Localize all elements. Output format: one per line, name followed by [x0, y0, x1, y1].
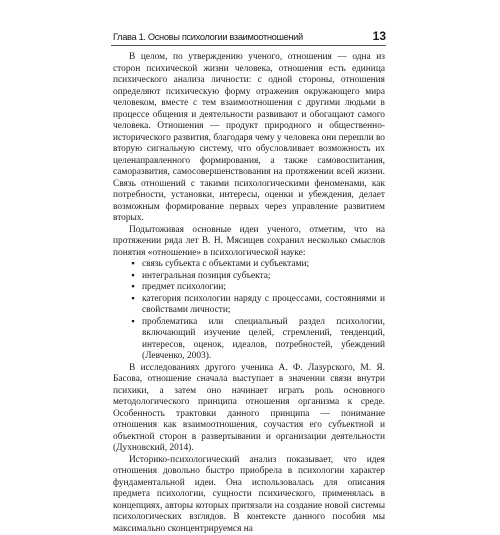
list-item	[113, 271, 385, 283]
list-item	[113, 282, 385, 294]
list-item-text: проблематика или специальный раздел психологии, включающий изучение целей, стремлений, тенденций, интересов, оценок, идеалов, потребностей, убеждений (Левченко, 2003).	[142, 317, 385, 362]
bullet-icon: ▪	[129, 259, 137, 271]
list-item-text: связь субъекта с объектами и субъектами;	[142, 259, 309, 269]
paragraph-2: Подытоживая основные идеи ученого, отметим, что на протяжении ряда лет В. Н. Мясищев сохранил несколько смыслов понятия «отношение» в психологической науке:	[113, 225, 385, 260]
list-item-text: предмет психологии;	[142, 282, 226, 292]
list-item	[113, 259, 385, 271]
header-rule	[111, 45, 386, 46]
bullet-icon: ▪	[129, 282, 137, 294]
running-header	[111, 31, 386, 44]
list-item	[113, 294, 385, 317]
bullet-icon: ▪	[129, 317, 137, 329]
bullet-list	[113, 259, 385, 363]
list-item	[113, 317, 385, 363]
paragraph-3: В исследованиях другого ученика А. Ф. Лазурского, М. Я. Басова, отношение сначала выступает в значении связи внутри психики, а затем оно начинает играть роль основного методологического принципа отношения организма к среде. Особенность трактовки данного принципа — понимание отношения как взаимоотношения, соучастия его субъектной и объектной сторон в развертывании и организации деятельности (Духновский, 2014).	[113, 363, 385, 455]
chapter-title: Глава 1. Основы психологии взаимоотношений	[113, 32, 303, 42]
paragraph-1: В целом, по утверждению ученого, отношения — одна из сторон психической жизни человека, отношения есть единица психического анализа личности: с одной стороны, отношения определяют психическую форму отражения окружающего мира человеком, вместе с тем взаимоотношения с другими людьми в процессе общения и деятельности развивают и обогащают самого человека. Отношения — продукт природного и общественно-исторического развития, благодаря чему у человека они перешли во вторую сигнальную систему, что обусловливает возможность их целенаправленного формирования, а также самовоспитания, саморазвития, самосовершенствования на протяжении всей жизни. Связь отношений с такими психологическими феноменами, как потребности, установки, интересы, оценки и убеждения, делает возможным формирование первых через управление развитием вторых.	[113, 52, 385, 225]
paragraph-4: Историко-психологический анализ показывает, что идея отношения довольно быстро приобрела в психологии характер фундаментальной идеи. Она использовалась для описания предмета психологии, сущности психического, применялась в концепциях, авторы которых притязали на создание новой системы психологических взглядов. В контексте данного пособия мы максимально сконцентрируемся на	[113, 455, 385, 535]
bullet-icon: ▪	[129, 294, 137, 306]
page-number: 13	[373, 29, 386, 43]
list-item-text: интегральная позиция субъекта;	[142, 271, 271, 281]
bullet-icon: ▪	[129, 271, 137, 283]
body-text	[113, 52, 385, 535]
list-item-text: категория психологии наряду с процессами, состояниями и свойствами личности;	[142, 294, 385, 316]
